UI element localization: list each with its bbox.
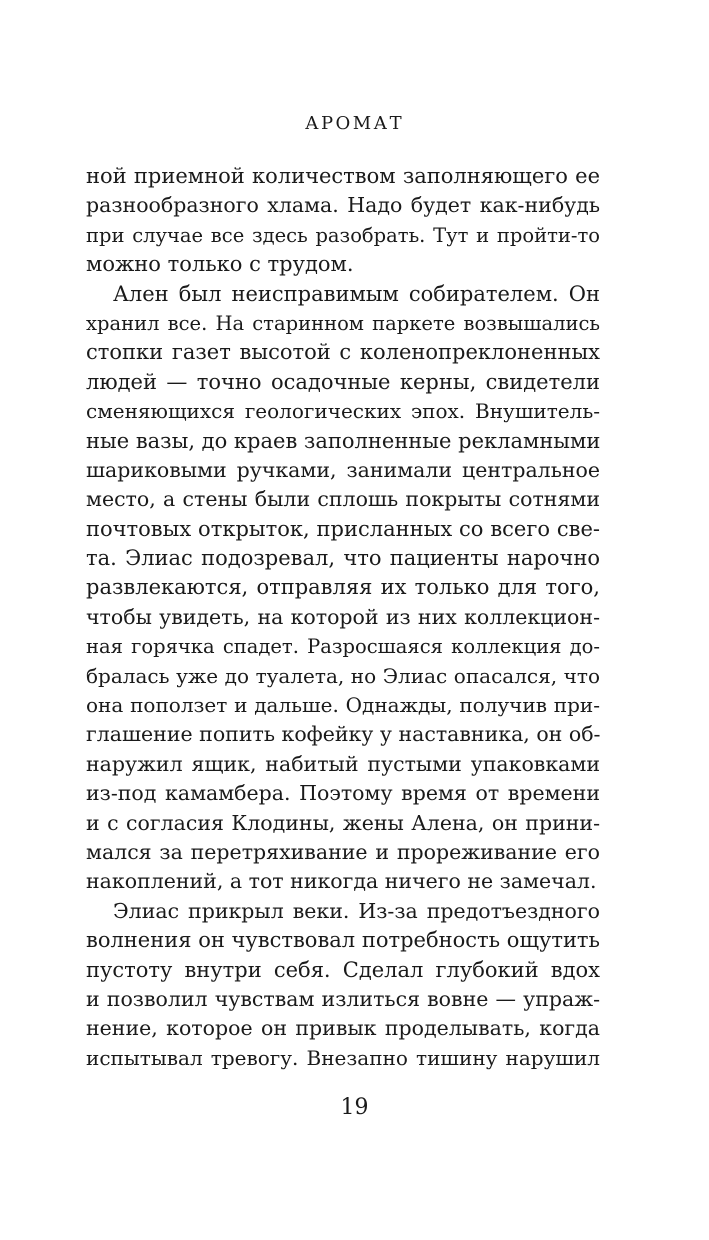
text-line: накоплений, а тот никогда ничего не замечал. <box>86 869 597 894</box>
page-number: 19 <box>340 1095 369 1120</box>
text-line: людей — точно осадочные керны, свидетели <box>86 369 600 394</box>
text-line: шариковыми ручками, занимали центральное <box>86 457 600 482</box>
text-line: при случае все здесь разобрать. Тут и пройти-то <box>86 223 600 247</box>
text-line: ная горячка спадет. Разросшаяся коллекция до- <box>86 635 600 659</box>
body-text <box>86 162 600 1073</box>
text-line: Элиас прикрыл веки. Из-за предотъездного <box>113 898 600 923</box>
text-line: и позволил чувствам излиться вовне — упраж- <box>86 986 600 1011</box>
text-line: хранил все. На старинном паркете возвышались <box>86 311 600 335</box>
text-line: она поползет и дальше. Однажды, получив при- <box>86 693 600 718</box>
text-line: почтовых открыток, присланных со всего све- <box>86 516 600 541</box>
text-line: Ален был неисправимым собирателем. Он <box>113 281 600 306</box>
text-line: ной приемной количеством заполняющего ее <box>86 164 600 188</box>
text-line: мался за перетряхивание и прореживание его <box>86 839 600 864</box>
text-line: наружил ящик, набитый пустыми упаковками <box>86 751 600 776</box>
text-line: пустоту внутри себя. Сделал глубокий вдох <box>86 957 600 982</box>
text-line: стопки газет высотой с коленопреклоненных <box>86 340 600 365</box>
text-line: глашение попить кофейку у наставника, он об- <box>86 722 601 747</box>
text-line: нение, которое он привык проделывать, когда <box>86 1016 600 1041</box>
text-line: волнения он чувствовал потребность ощутить <box>86 928 600 953</box>
text-line: чтобы увидеть, на которой из них коллекцион- <box>86 604 600 629</box>
text-line: развлекаются, отправляя их только для того, <box>86 575 600 600</box>
text-line: та. Элиас подозревал, что пациенты нарочно <box>86 546 600 571</box>
text-line: ные вазы, до краев заполненные рекламными <box>86 428 601 453</box>
text-line: разнообразного хлама. Надо будет как-нибудь <box>86 193 600 218</box>
text-line: испытывал тревогу. Внезапно тишину нарушил <box>86 1045 600 1070</box>
text-line: сменяющихся геологических эпох. Внушитель- <box>86 399 600 424</box>
text-line: и с согласия Клодины, жены Алена, он прини- <box>86 810 600 835</box>
text-line: бралась уже до туалета, но Элиас опасался, что <box>86 663 600 688</box>
text-line: место, а стены были сплошь покрыты сотнями <box>86 487 600 512</box>
text-line: из-под камамбера. Поэтому время от времени <box>86 781 600 806</box>
text-line: можно только с трудом. <box>86 252 354 277</box>
running-title: АРОМАТ <box>305 113 404 134</box>
